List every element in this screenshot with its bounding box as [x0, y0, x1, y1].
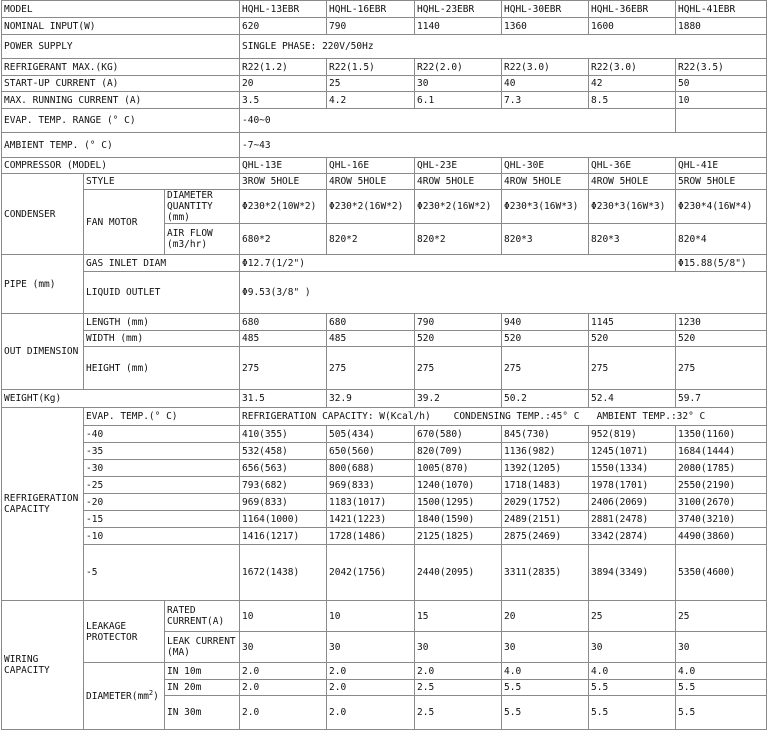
compressor-value: QHL-23E — [415, 158, 502, 174]
fan-motor-label: FAN MOTOR — [84, 190, 165, 255]
capacity-value: 656(563) — [240, 460, 327, 477]
in10-value: 2.0 — [327, 663, 415, 680]
length-value: 790 — [415, 314, 502, 331]
startup-current-value: 50 — [676, 76, 767, 92]
refrigerant-row — [2, 59, 767, 76]
startup-current-value: 42 — [589, 76, 676, 92]
nominal-input-value: 1140 — [415, 18, 502, 35]
ambient-temp-row — [2, 133, 767, 158]
capacity-value: 1136(982) — [502, 443, 589, 460]
nominal-input-value: 790 — [327, 18, 415, 35]
capacity-value: 1684(1444) — [676, 443, 767, 460]
refrigeration-capacity-label: REFRIGERATION CAPACITY — [2, 408, 84, 601]
wiring-in10-row — [2, 663, 767, 680]
spec-table — [1, 0, 767, 730]
max-running-current-value: 10 — [676, 92, 767, 109]
in20-value: 5.5 — [502, 680, 589, 696]
condenser-style-value: 4ROW 5HOLE — [327, 174, 415, 190]
capacity-value: 3740(3210) — [676, 511, 767, 528]
nominal-input-label: NOMINAL INPUT(W) — [2, 18, 240, 35]
wire-diameter-label — [84, 663, 165, 730]
length-row — [2, 314, 767, 331]
capacity-value: 3311(2835) — [502, 545, 589, 601]
height-value: 275 — [676, 347, 767, 390]
refrigerant-value: R22(1.2) — [240, 59, 327, 76]
capacity-value: 1728(1486) — [327, 528, 415, 545]
weight-value: 32.9 — [327, 390, 415, 408]
in20-value: 2.0 — [327, 680, 415, 696]
startup-current-row — [2, 76, 767, 92]
weight-row — [2, 390, 767, 408]
evap-temp-value: -5 — [84, 545, 240, 601]
max-running-current-row — [2, 92, 767, 109]
in30-label: IN 30m — [165, 696, 240, 730]
weight-value: 31.5 — [240, 390, 327, 408]
fan-diameter-value: Φ230*2(10W*2) — [240, 190, 327, 224]
rated-current-label: RATED CURRENT(A) — [165, 601, 240, 632]
gas-inlet-value: Φ15.88(5/8") — [676, 255, 767, 272]
in20-value: 2.5 — [415, 680, 502, 696]
pipe-label: PIPE (mm) — [2, 255, 84, 314]
capacity-value: 952(819) — [589, 426, 676, 443]
height-label: HEIGHT (mm) — [84, 347, 240, 390]
in30-value: 5.5 — [502, 696, 589, 730]
width-value: 520 — [502, 331, 589, 347]
capacity-value: 532(458) — [240, 443, 327, 460]
capacity-value: 1550(1334) — [589, 460, 676, 477]
leakage-protector-label: LEAKAGE PROTECTOR — [84, 601, 165, 663]
weight-value: 52.4 — [589, 390, 676, 408]
capacity-value: 800(688) — [327, 460, 415, 477]
capacity-value: 4490(3860) — [676, 528, 767, 545]
compressor-value: QHL-16E — [327, 158, 415, 174]
height-value: 275 — [502, 347, 589, 390]
fan-diameter-value: Φ230*3(16W*3) — [589, 190, 676, 224]
width-value: 520 — [415, 331, 502, 347]
model-label: MODEL — [2, 1, 240, 18]
fan-diameter-value: Φ230*2(16W*2) — [415, 190, 502, 224]
length-value: 680 — [327, 314, 415, 331]
nominal-input-value: 620 — [240, 18, 327, 35]
capacity-value: 410(355) — [240, 426, 327, 443]
capacity-value: 505(434) — [327, 426, 415, 443]
rated-current-value: 25 — [589, 601, 676, 632]
capacity-value: 670(580) — [415, 426, 502, 443]
power-supply-value: SINGLE PHASE: 220V/50Hz — [240, 35, 767, 59]
capacity-value: 2875(2469) — [502, 528, 589, 545]
refrigeration-row — [2, 460, 767, 477]
compressor-label: COMPRESSOR (MODEL) — [2, 158, 240, 174]
nominal-input-value: 1600 — [589, 18, 676, 35]
capacity-value: 2489(2151) — [502, 511, 589, 528]
capacity-value: 650(560) — [327, 443, 415, 460]
capacity-value: 2125(1825) — [415, 528, 502, 545]
in10-value: 4.0 — [502, 663, 589, 680]
evap-temp-value: -25 — [84, 477, 240, 494]
refrigeration-row — [2, 426, 767, 443]
height-value: 275 — [327, 347, 415, 390]
width-value: 520 — [676, 331, 767, 347]
capacity-value: 2881(2478) — [589, 511, 676, 528]
capacity-value: 1392(1205) — [502, 460, 589, 477]
in10-value: 4.0 — [676, 663, 767, 680]
in20-value: 5.5 — [589, 680, 676, 696]
evap-temp-range-value: -40~0 — [240, 109, 676, 133]
capacity-value: 1840(1590) — [415, 511, 502, 528]
length-value: 1145 — [589, 314, 676, 331]
capacity-value: 1416(1217) — [240, 528, 327, 545]
condenser-diameter-row — [2, 190, 767, 224]
compressor-value: QHL-30E — [502, 158, 589, 174]
capacity-value: 1978(1701) — [589, 477, 676, 494]
height-value: 275 — [415, 347, 502, 390]
wire-diameter-close: ) — [153, 690, 159, 702]
rated-current-value: 15 — [415, 601, 502, 632]
refrigeration-caption: REFRIGERATION CAPACITY: W(Kcal/h) CONDENSING TEMP.:45° C AMBIENT TEMP.:32° C — [240, 408, 767, 426]
max-running-current-value: 7.3 — [502, 92, 589, 109]
rated-current-value: 25 — [676, 601, 767, 632]
refrigeration-header-row — [2, 408, 767, 426]
evap-temp-value: -10 — [84, 528, 240, 545]
condenser-style-value: 3ROW 5HOLE — [240, 174, 327, 190]
refrigerant-label: REFRIGERANT MAX.(KG) — [2, 59, 240, 76]
capacity-value: 1421(1223) — [327, 511, 415, 528]
model-name: HQHL-36EBR — [589, 1, 676, 18]
evap-temp-value: -40 — [84, 426, 240, 443]
capacity-value: 2406(2069) — [589, 494, 676, 511]
capacity-value: 1183(1017) — [327, 494, 415, 511]
startup-current-value: 40 — [502, 76, 589, 92]
refrigerant-value: R22(3.0) — [589, 59, 676, 76]
air-flow-value: 680*2 — [240, 224, 327, 255]
capacity-value: 2550(2190) — [676, 477, 767, 494]
capacity-value: 1672(1438) — [240, 545, 327, 601]
model-name: HQHL-41EBR — [676, 1, 767, 18]
capacity-value: 1500(1295) — [415, 494, 502, 511]
in10-value: 4.0 — [589, 663, 676, 680]
max-running-current-value: 8.5 — [589, 92, 676, 109]
startup-current-value: 20 — [240, 76, 327, 92]
power-supply-row — [2, 35, 767, 59]
height-value: 275 — [240, 347, 327, 390]
in30-value: 2.0 — [240, 696, 327, 730]
power-supply-label: POWER SUPPLY — [2, 35, 240, 59]
evap-temp-label: EVAP. TEMP.(° C) — [84, 408, 240, 426]
condenser-label: CONDENSER — [2, 174, 84, 255]
max-running-current-value: 6.1 — [415, 92, 502, 109]
capacity-value: 2029(1752) — [502, 494, 589, 511]
model-name: HQHL-13EBR — [240, 1, 327, 18]
width-value: 520 — [589, 331, 676, 347]
gas-inlet-label: GAS INLET DIAM — [84, 255, 240, 272]
model-row — [2, 1, 767, 18]
fan-diameter-label: DIAMETER QUANTITY (mm) — [165, 190, 240, 224]
evap-temp-range-label: EVAP. TEMP. RANGE (° C) — [2, 109, 240, 133]
evap-temp-range-row — [2, 109, 767, 133]
squared-superscript: 2 — [148, 688, 154, 697]
refrigeration-row — [2, 528, 767, 545]
capacity-value: 969(833) — [240, 494, 327, 511]
condenser-style-value: 5ROW 5HOLE — [676, 174, 767, 190]
fan-diameter-value: Φ230*2(16W*2) — [327, 190, 415, 224]
condenser-style-value: 4ROW 5HOLE — [415, 174, 502, 190]
capacity-value: 1350(1160) — [676, 426, 767, 443]
in30-value: 5.5 — [676, 696, 767, 730]
length-value: 940 — [502, 314, 589, 331]
length-label: LENGTH (mm) — [84, 314, 240, 331]
nominal-input-row — [2, 18, 767, 35]
width-value: 485 — [240, 331, 327, 347]
in30-value: 2.5 — [415, 696, 502, 730]
liquid-outlet-value: Φ9.53(3/8" ) — [240, 272, 767, 314]
fan-diameter-value: Φ230*3(16W*3) — [502, 190, 589, 224]
compressor-value: QHL-41E — [676, 158, 767, 174]
leak-current-value: 30 — [327, 632, 415, 663]
wiring-rated-row — [2, 601, 767, 632]
leak-current-value: 30 — [415, 632, 502, 663]
leak-current-value: 30 — [589, 632, 676, 663]
evap-temp-value: -15 — [84, 511, 240, 528]
capacity-value: 3100(2670) — [676, 494, 767, 511]
condenser-style-value: 4ROW 5HOLE — [502, 174, 589, 190]
startup-current-label: START-UP CURRENT (A) — [2, 76, 240, 92]
leak-current-value: 30 — [240, 632, 327, 663]
evap-temp-value: -35 — [84, 443, 240, 460]
capacity-value: 3342(2874) — [589, 528, 676, 545]
refrigeration-row — [2, 545, 767, 601]
compressor-value: QHL-36E — [589, 158, 676, 174]
capacity-value: 969(833) — [327, 477, 415, 494]
in20-value: 2.0 — [240, 680, 327, 696]
pipe-gas-row — [2, 255, 767, 272]
nominal-input-value: 1360 — [502, 18, 589, 35]
fan-diameter-value: Φ230*4(16W*4) — [676, 190, 767, 224]
in10-label: IN 10m — [165, 663, 240, 680]
gas-inlet-value: Φ12.7(1/2") — [240, 255, 676, 272]
capacity-value: 793(682) — [240, 477, 327, 494]
model-name: HQHL-16EBR — [327, 1, 415, 18]
air-flow-value: 820*2 — [327, 224, 415, 255]
out-dimension-label: OUT DIMENSION — [2, 314, 84, 390]
in30-value: 2.0 — [327, 696, 415, 730]
condenser-style-label: STYLE — [84, 174, 240, 190]
weight-value: 59.7 — [676, 390, 767, 408]
rated-current-value: 10 — [327, 601, 415, 632]
capacity-value: 1245(1071) — [589, 443, 676, 460]
refrigeration-row — [2, 494, 767, 511]
ambient-temp-label: AMBIENT TEMP. (° C) — [2, 133, 240, 158]
capacity-value: 1718(1483) — [502, 477, 589, 494]
refrigerant-value: R22(2.0) — [415, 59, 502, 76]
wire-diameter-text: DIAMETER(mm — [86, 690, 149, 702]
leak-current-value: 30 — [502, 632, 589, 663]
wiring-capacity-label: WIRING CAPACITY — [2, 601, 84, 730]
rated-current-value: 10 — [240, 601, 327, 632]
compressor-row — [2, 158, 767, 174]
in10-value: 2.0 — [240, 663, 327, 680]
weight-value: 39.2 — [415, 390, 502, 408]
capacity-value: 2042(1756) — [327, 545, 415, 601]
condenser-style-value: 4ROW 5HOLE — [589, 174, 676, 190]
model-name: HQHL-30EBR — [502, 1, 589, 18]
air-flow-value: 820*4 — [676, 224, 767, 255]
capacity-value: 820(709) — [415, 443, 502, 460]
rated-current-value: 20 — [502, 601, 589, 632]
in20-value: 5.5 — [676, 680, 767, 696]
startup-current-value: 30 — [415, 76, 502, 92]
in20-label: IN 20m — [165, 680, 240, 696]
capacity-value: 3894(3349) — [589, 545, 676, 601]
max-running-current-label: MAX. RUNNING CURRENT (A) — [2, 92, 240, 109]
capacity-value: 1240(1070) — [415, 477, 502, 494]
startup-current-value: 25 — [327, 76, 415, 92]
refrigeration-row — [2, 511, 767, 528]
evap-temp-value: -30 — [84, 460, 240, 477]
nominal-input-value: 1880 — [676, 18, 767, 35]
width-label: WIDTH (mm) — [84, 331, 240, 347]
length-value: 1230 — [676, 314, 767, 331]
refrigeration-row — [2, 443, 767, 460]
width-value: 485 — [327, 331, 415, 347]
capacity-value: 5350(4600) — [676, 545, 767, 601]
weight-label: WEIGHT(Kg) — [2, 390, 240, 408]
in10-value: 2.0 — [415, 663, 502, 680]
model-name: HQHL-23EBR — [415, 1, 502, 18]
refrigerant-value: R22(3.5) — [676, 59, 767, 76]
leak-current-label: LEAK CURRENT (MA) — [165, 632, 240, 663]
capacity-value: 845(730) — [502, 426, 589, 443]
length-value: 680 — [240, 314, 327, 331]
air-flow-value: 820*3 — [589, 224, 676, 255]
max-running-current-value: 4.2 — [327, 92, 415, 109]
ambient-temp-value: -7~43 — [240, 133, 767, 158]
compressor-value: QHL-13E — [240, 158, 327, 174]
capacity-value: 1005(870) — [415, 460, 502, 477]
liquid-outlet-label: LIQUID OUTLET — [84, 272, 240, 314]
evap-temp-value: -20 — [84, 494, 240, 511]
max-running-current-value: 3.5 — [240, 92, 327, 109]
pipe-liquid-row — [2, 272, 767, 314]
height-value: 275 — [589, 347, 676, 390]
air-flow-value: 820*3 — [502, 224, 589, 255]
leak-current-value: 30 — [676, 632, 767, 663]
weight-value: 50.2 — [502, 390, 589, 408]
refrigerant-value: R22(1.5) — [327, 59, 415, 76]
capacity-value: 2440(2095) — [415, 545, 502, 601]
refrigeration-row — [2, 477, 767, 494]
condenser-style-row — [2, 174, 767, 190]
empty-cell — [676, 109, 767, 133]
width-row — [2, 331, 767, 347]
in30-value: 5.5 — [589, 696, 676, 730]
air-flow-value: 820*2 — [415, 224, 502, 255]
height-row — [2, 347, 767, 390]
refrigerant-value: R22(3.0) — [502, 59, 589, 76]
air-flow-label: AIR FLOW (m3/hr) — [165, 224, 240, 255]
capacity-value: 2080(1785) — [676, 460, 767, 477]
capacity-value: 1164(1000) — [240, 511, 327, 528]
